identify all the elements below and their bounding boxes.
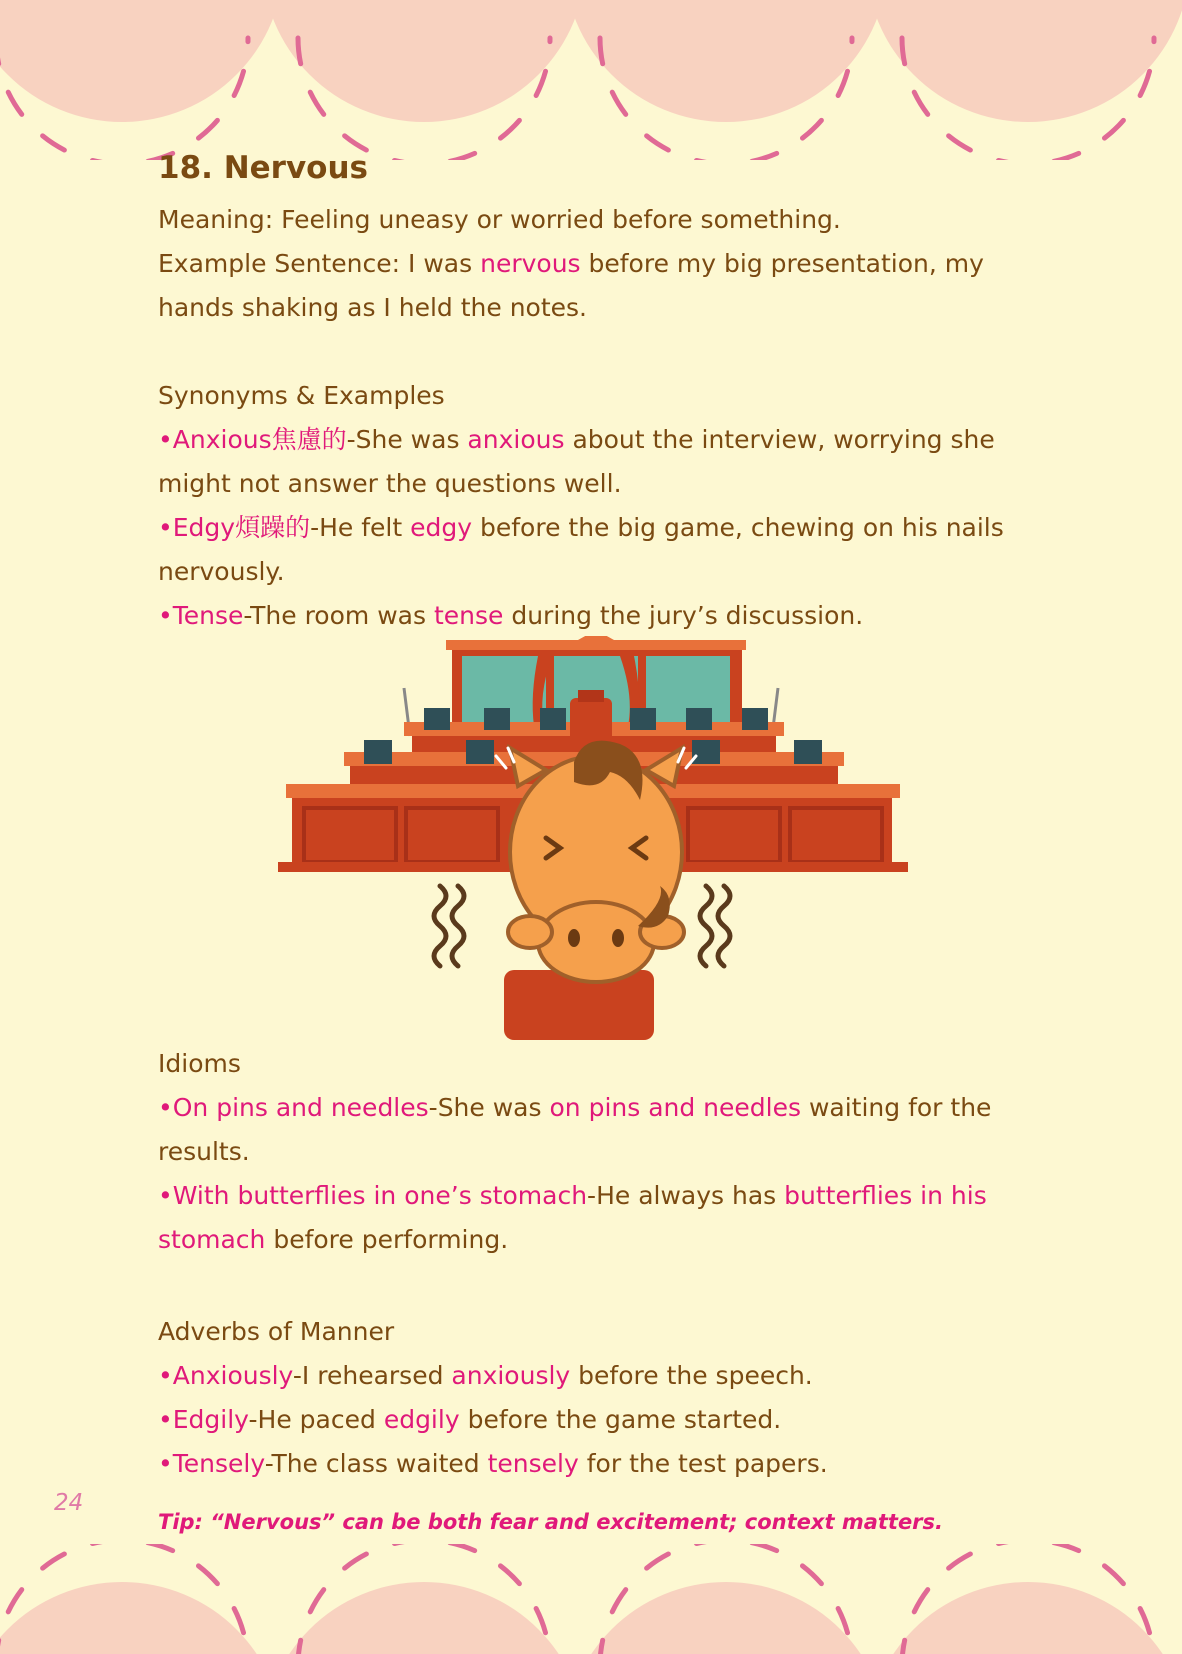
bullet-dot: •	[158, 1449, 173, 1478]
example-sentence-line-1	[158, 242, 1028, 286]
adverb-keyword: tensely	[487, 1449, 579, 1478]
idiom-example-rest: waiting for the	[801, 1093, 992, 1122]
adverb-word: Tensely	[172, 1449, 265, 1478]
adverb-word: Anxiously	[172, 1361, 293, 1390]
idiom-phrase: On pins and needles	[172, 1093, 429, 1122]
bullet-dot: •	[158, 1181, 173, 1210]
idiom-item-continuation: results.	[158, 1137, 250, 1166]
top-scallop-border	[0, 0, 1182, 160]
adverb-keyword: edgily	[383, 1405, 460, 1434]
example-prefix: Example Sentence: I was	[158, 249, 481, 278]
courtroom-horse-illustration	[278, 636, 908, 1040]
synonym-example-rest: about the interview, worrying she	[564, 425, 995, 454]
synonym-keyword: tense	[433, 601, 504, 630]
synonym-item	[158, 594, 1028, 638]
adverbs-section	[158, 1310, 1028, 1486]
adverb-keyword: anxiously	[451, 1361, 571, 1390]
adverb-item	[158, 1398, 1028, 1442]
synonym-example-rest: during the jury’s discussion.	[503, 601, 864, 630]
synonym-example: -He felt	[310, 513, 411, 542]
synonym-example: -The room was	[243, 601, 434, 630]
idiom-item	[158, 1086, 1028, 1130]
bullet-dot: •	[158, 1405, 173, 1434]
synonym-example-rest: before the big game, chewing on his nails	[472, 513, 1004, 542]
idiom-item	[158, 1174, 1028, 1218]
synonym-item	[158, 506, 1028, 550]
idioms-heading: Idioms	[158, 1049, 241, 1078]
idiom-phrase: With butterflies in one’s stomach	[172, 1181, 588, 1210]
tip-text: Tip: “Nervous” can be both fear and excitement; context matters.	[158, 1510, 944, 1534]
synonym-item	[158, 418, 1028, 462]
example-suffix: before my big presentation, my	[580, 249, 984, 278]
idiom-example: -She was	[428, 1093, 550, 1122]
bottom-scallop-border	[0, 1544, 1182, 1654]
synonym-example: -She was	[346, 425, 468, 454]
idiom-example-rest: before performing.	[265, 1225, 509, 1254]
adverbs-heading: Adverbs of Manner	[158, 1317, 395, 1346]
example-sentence-line-2: hands shaking as I held the notes.	[158, 293, 587, 322]
idiom-keyword: on pins and needles	[549, 1093, 802, 1122]
adverb-word: Edgily	[172, 1405, 249, 1434]
adverb-example-rest: for the test papers.	[578, 1449, 828, 1478]
bullet-dot: •	[158, 1361, 173, 1390]
synonym-keyword: anxious	[467, 425, 565, 454]
bullet-dot: •	[158, 513, 173, 542]
idiom-keyword-continued: stomach	[158, 1225, 266, 1254]
bullet-dot: •	[158, 1093, 173, 1122]
idiom-item-continuation	[158, 1218, 1028, 1262]
idiom-example: -He always has	[587, 1181, 785, 1210]
adverb-example-rest: before the game started.	[459, 1405, 782, 1434]
bullet-dot: •	[158, 601, 173, 630]
adverb-example-rest: before the speech.	[570, 1361, 813, 1390]
synonym-keyword: edgy	[410, 513, 473, 542]
synonym-word: Anxious焦慮的	[172, 425, 347, 454]
entry-title: 18. Nervous	[158, 150, 368, 186]
page-number: 24	[54, 1490, 84, 1516]
adverb-item	[158, 1442, 1028, 1486]
idioms-section	[158, 1042, 1028, 1262]
entry-section	[158, 148, 1028, 638]
adverb-item	[158, 1354, 1028, 1398]
synonyms-heading: Synonyms & Examples	[158, 381, 445, 410]
adverb-example: -He paced	[248, 1405, 384, 1434]
adverb-example: -I rehearsed	[292, 1361, 452, 1390]
example-keyword: nervous	[480, 249, 581, 278]
adverb-example: -The class waited	[264, 1449, 488, 1478]
synonym-word: Tense	[172, 601, 244, 630]
synonym-word: Edgy煩躁的	[172, 513, 311, 542]
bullet-dot: •	[158, 425, 173, 454]
synonym-item-continuation: might not answer the questions well.	[158, 469, 622, 498]
idiom-keyword: butterflies in his	[784, 1181, 987, 1210]
synonym-item-continuation: nervously.	[158, 557, 285, 586]
meaning-line: Meaning: Feeling uneasy or worried before something.	[158, 205, 841, 234]
